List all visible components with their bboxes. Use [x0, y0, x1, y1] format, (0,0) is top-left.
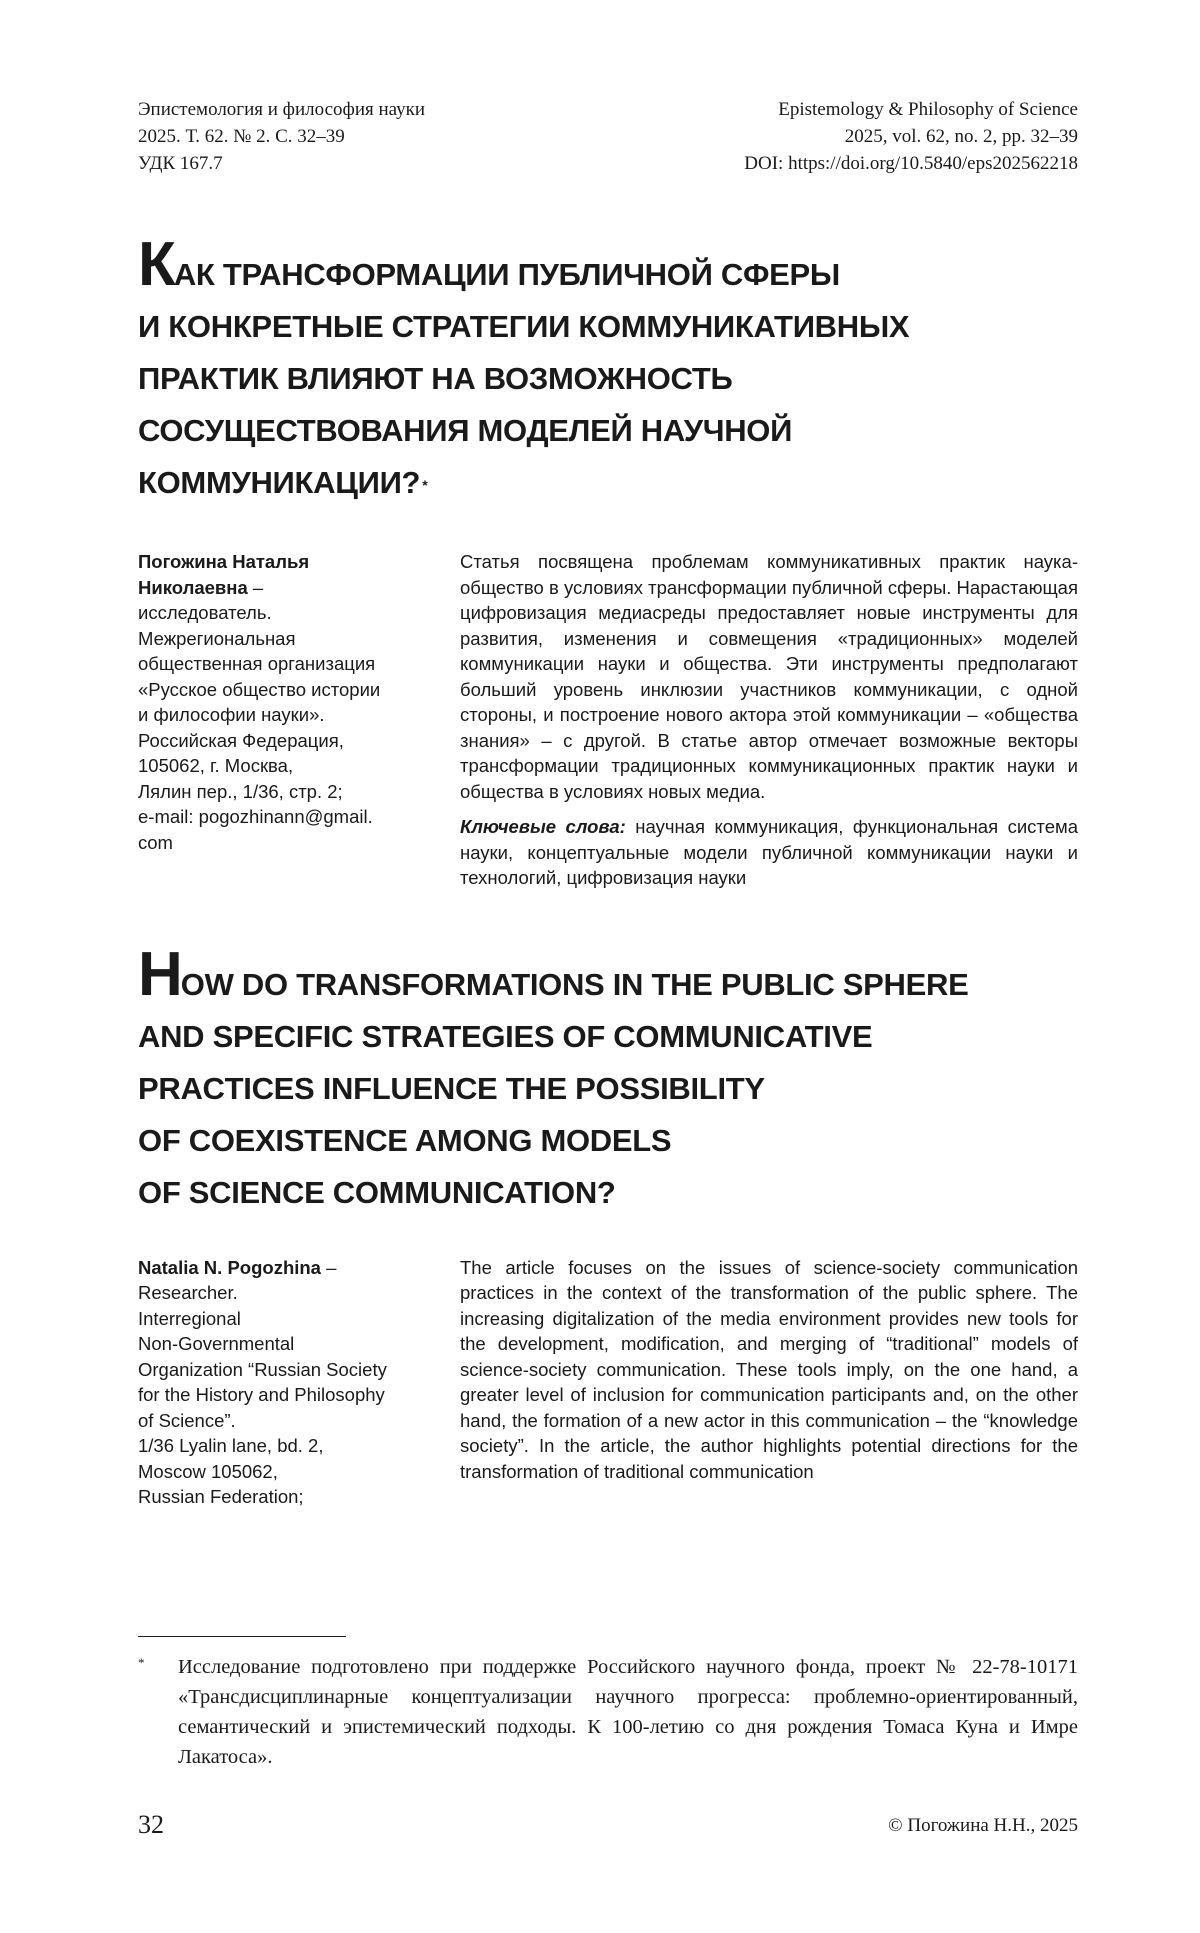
author-abstract-en — [138, 1255, 1078, 1510]
author-name-en: Natalia N. Pogozhina — [138, 1256, 321, 1278]
doi: DOI: https://doi.org/10.5840/eps202562218 — [744, 153, 1078, 174]
footnote-reference-mark: * — [422, 477, 428, 493]
affiliation-en-line-5: of Science”. — [138, 1409, 236, 1431]
title-ru-line-4: СОСУЩЕСТВОВАНИЯ МОДЕЛЕЙ НАУЧНОЙ — [138, 413, 793, 448]
footnote-mark: * — [138, 1655, 145, 1670]
author-abstract-ru — [138, 549, 1078, 891]
keywords-ru-label: Ключевые слова: — [460, 816, 626, 837]
issue-info-en: 2025, vol. 62, no. 2, pp. 32–39 — [844, 126, 1078, 147]
affiliation-ru-line-3: «Русское общество истории — [138, 678, 381, 700]
affiliation-en-line-2: Non-Governmental — [138, 1333, 295, 1354]
author-name-ru-line-1 — [138, 549, 438, 575]
abstract-ru-text: Статья посвящена проблемам коммуникативных практик наука-общество в условиях трансформации публичной сферы. Нарастающая цифровизация медиасреды предоставляет новые инструменты для развития, изменения и совмещения «традиционных» моделей коммуникации науки и общества. Эти инструменты предполагают больший уровень инклюзии участников коммуникации, с одной стороны, и построение нового актора этой коммуникации – «общества знания» – с другой. В статье автор отмечает возможные векторы трансформации традиционных коммуникационных практик науки и общества в условиях новых медиа. — [460, 551, 1078, 802]
journal-header-ru — [138, 96, 425, 177]
keywords-ru — [460, 814, 1078, 891]
journal-header — [138, 96, 1078, 177]
affiliation-ru-line-2: общественная организация — [138, 653, 376, 674]
author-dash-en: – — [320, 1256, 337, 1278]
title-ru-line-5 — [138, 457, 1078, 509]
title-ru-line-3: ПРАКТИК ВЛИЯЮТ НА ВОЗМОЖНОСТЬ — [138, 361, 733, 396]
title-en-line-1 — [138, 939, 1078, 1011]
journal-header-en — [744, 96, 1078, 177]
journal-name-en: Epistemology & Philosophy of Science — [778, 99, 1078, 120]
page — [138, 96, 1078, 1510]
footnote-text: Исследование подготовлено при поддержке Российского научного фонда, проект № 22-78-10171 «Трансдисциплинарные концептуализации научного прогресса: проблемно-ориентированный, семантический и эпистемический подходы. К 100-летию со дня рождения Томаса Куна и Имре Лакатоса». — [178, 1656, 1078, 1768]
title-en-line-3: PRACTICES INFLUENCE THE POSSIBILITY — [138, 1070, 765, 1106]
journal-name-ru: Эпистемология и философия науки — [138, 99, 426, 120]
affiliation-en-line-3: Organization “Russian Society — [138, 1358, 387, 1380]
title-ru-line-1 — [138, 230, 1078, 301]
author-position-en: Researcher. — [138, 1282, 238, 1303]
address-ru-line-3: Лялин пер., 1/36, стр. 2; — [138, 780, 343, 802]
author-position-ru: исследователь. — [138, 602, 272, 623]
address-en-line-2: Moscow 105062, — [138, 1460, 278, 1482]
address-en-line-1: 1/36 Lyalin lane, bd. 2, — [138, 1435, 324, 1456]
address-ru-line-1: Российская Федерация, — [138, 729, 344, 751]
author-info-en — [138, 1255, 438, 1510]
title-ru-line-1-text: АК ТРАНСФОРМАЦИИ ПУБЛИЧНОЙ СФЕРЫ — [173, 257, 840, 292]
udc-code: УДК 167.7 — [138, 153, 223, 174]
address-ru-line-2: 105062, г. Москва, — [138, 755, 294, 776]
footnote-divider — [138, 1636, 346, 1637]
address-en-line-3: Russian Federation; — [138, 1486, 304, 1507]
title-ru-initial: К — [138, 230, 174, 299]
abstract-ru — [460, 549, 1078, 891]
article-title-ru — [138, 230, 1078, 509]
affiliation-ru-line-1: Межрегиональная — [138, 627, 296, 649]
author-name-ru-line-2 — [138, 575, 438, 601]
author-name-ru-first: Погожина Наталья — [138, 551, 310, 572]
title-ru-line-2: И КОНКРЕТНЫЕ СТРАТЕГИИ КОММУНИКАТИВНЫХ — [138, 309, 910, 344]
author-name-en-line — [138, 1255, 438, 1281]
abstract-en — [460, 1255, 1078, 1510]
affiliation-en-line-1: Interregional — [138, 1307, 241, 1329]
author-info-ru — [138, 549, 438, 891]
affiliation-en-line-4: for the History and Philosophy — [138, 1384, 385, 1405]
author-name-ru-second: Николаевна — [138, 576, 248, 598]
footnote — [138, 1652, 1078, 1772]
affiliation-ru-line-4: и философии науки». — [138, 704, 325, 725]
title-en-line-2: AND SPECIFIC STRATEGIES OF COMMUNICATIVE — [138, 1018, 873, 1054]
title-en-line-4: OF COEXISTENCE AMONG MODELS — [138, 1122, 672, 1158]
title-ru-line-5-text: КОММУНИКАЦИИ? — [138, 465, 421, 500]
copyright: © Погожина Н.Н., 2025 — [888, 1815, 1078, 1836]
abstract-en-text: The article focuses on the issues of science-society communication practices in the context of the transformation of the public sphere. The increasing digitalization of the media environment provides new tools for the development, modification, and merging of “traditional” models of science-society communication. These tools imply, on the one hand, a greater level of inclusion for communication participants and, on the other hand, the formation of a new actor in this communication – the “knowledge society”. In the article, the author highlights potential directions for the transformation of traditional communication — [460, 1256, 1078, 1482]
title-en-line-1-text: OW DO TRANSFORMATIONS IN THE PUBLIC SPHERE — [180, 966, 969, 1002]
author-email-line-1: e-mail: pogozhinann@gmail. — [138, 806, 373, 827]
keywords-ru-text: научная коммуникация, функциональная система науки, концептуальные модели публичной коммуникации науки и технологий, цифровизация науки — [460, 816, 1078, 888]
author-dash-ru: – — [247, 576, 264, 598]
article-title-en — [138, 939, 1078, 1219]
author-email-line-2: com — [138, 831, 173, 853]
title-en-line-5: OF SCIENCE COMMUNICATION? — [138, 1174, 616, 1210]
issue-info-ru: 2025. Т. 62. № 2. С. 32–39 — [138, 126, 345, 147]
title-en-initial: H — [138, 939, 181, 1009]
page-number: 32 — [138, 1810, 164, 1839]
